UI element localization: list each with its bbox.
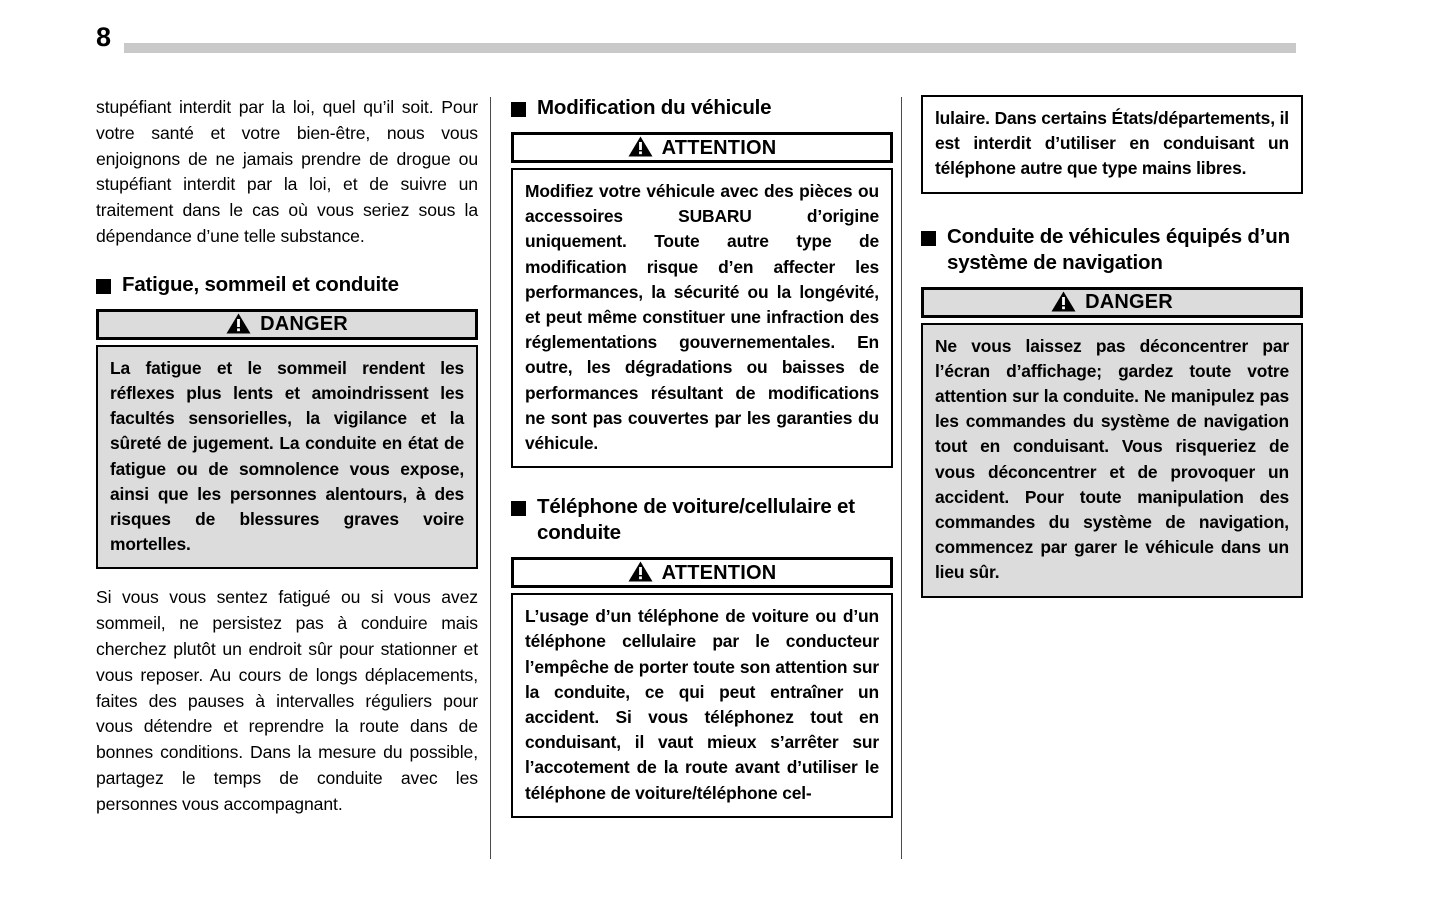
- page-header: [0, 0, 1445, 80]
- warning-text: lulaire. Dans certains États/départements, il est interdit d’utiliser en conduisant un téléphone autre que type mains libres.: [935, 108, 1289, 179]
- header-rule: [124, 43, 1296, 53]
- warning-label: ATTENTION: [661, 561, 777, 584]
- warning-header: [511, 557, 893, 588]
- warning-label: DANGER: [1085, 291, 1173, 314]
- warning-triangle-icon: [1051, 291, 1076, 312]
- filled-square-bullet-icon: [511, 501, 526, 516]
- warning-text: La fatigue et le sommeil rendent les réflexes plus lents et amoindrissent les facultés sensorielles, la vigilance et la sûreté de jugement. La conduite en état de fatigue ou de somnolence vous expose, ainsi que les personnes alentours, à des risques de blessures graves voire mortelles.: [110, 357, 464, 555]
- text-column-1: [96, 95, 478, 826]
- warning-header: [921, 287, 1303, 318]
- text-column-2: [511, 95, 893, 824]
- column-divider-2: [901, 97, 902, 859]
- warning-body: [511, 168, 893, 468]
- section-heading-label: Téléphone de voiture/cellulaire et conduite: [537, 495, 855, 545]
- section-heading-telephone: [511, 494, 893, 546]
- filled-square-bullet-icon: [921, 231, 936, 246]
- page-number: 8: [96, 22, 111, 52]
- paragraph: stupéfiant interdit par la loi, quel qu’il soit. Pour votre santé et votre bien-être, nous vous enjoignons de ne jamais prendre de drogue ou stupéfiant interdit par la loi, et de suivre un traitement dans le cas où vous seriez sous la dépendance d’une telle substance.: [96, 97, 478, 246]
- warning-header: [96, 309, 478, 340]
- warning-triangle-icon: [628, 561, 653, 582]
- column-divider-1: [490, 97, 491, 859]
- warning-body: [96, 345, 478, 570]
- warning-label: DANGER: [260, 313, 348, 336]
- section-heading-label: Fatigue, sommeil et conduite: [122, 272, 399, 296]
- warning-text: Modifiez votre véhicule avec des pièces ou accessoires SUBARU d’origine uniquement. Toute autre type de modification risque d’en affecter les performances, la sécurité ou la longévité, et peut même constituer une infraction des réglementations gouvernementales. En outre, les dégradations ou baisses de performances résultant de modifications ne sont pas couvertes par les garanties du véhicule.: [525, 181, 879, 454]
- warning-body: [921, 95, 1303, 194]
- warning-text: L’usage d’un téléphone de voiture ou d’un téléphone cellulaire par le conducteur l’empêche de porter toute son attention sur la conduite, ce qui peut entraîner un accident. Si vous téléphonez tout en conduisant, il vaut mieux s’arrêter sur l’accotement de la route avant d’utiliser le téléphone de voiture/téléphone cel-: [525, 606, 879, 803]
- warning-text: Ne vous laissez pas déconcentrer par l’écran d’affichage; gardez toute votre attention sur la conduite. Ne manipulez pas les commandes du système de navigation tout en conduisant. Vous risqueriez de vous déconcentrer et de provoquer un accident. Pour toute manipulation des commandes du système de navigation, commencez par garer le véhicule dans un lieu sûr.: [935, 335, 1289, 583]
- section-heading-fatigue: [96, 272, 478, 298]
- warning-body: [511, 593, 893, 818]
- text-column-3: [921, 95, 1303, 604]
- warning-box-attention-telephone-continued: [921, 95, 1303, 194]
- warning-box-attention-modification: [511, 132, 893, 468]
- page-body: [0, 95, 1445, 865]
- section-heading-modification: [511, 95, 893, 121]
- warning-triangle-icon: [226, 313, 251, 334]
- warning-box-danger-fatigue: [96, 309, 478, 570]
- paragraph: Si vous vous sentez fatigué ou si vous avez sommeil, ne persistez pas à conduire mais cherchez plutôt un endroit sûr pour stationner et vous reposer. Au cours de longs déplacements, faites des pauses à intervalles réguliers pour vous détendre et reprendre la route dans de bonnes conditions. Dans la mesure du possible, partagez le temps de conduite avec les personnes vous accompagnant.: [96, 587, 478, 814]
- warning-label: ATTENTION: [661, 136, 777, 159]
- warning-box-danger-navigation: [921, 287, 1303, 598]
- warning-body: [921, 323, 1303, 598]
- filled-square-bullet-icon: [511, 102, 526, 117]
- section-heading-label: Conduite de véhicules équipés d’un système de navigation: [947, 224, 1290, 274]
- warning-header: [511, 132, 893, 163]
- warning-triangle-icon: [628, 136, 653, 157]
- warning-box-attention-telephone: [511, 557, 893, 818]
- filled-square-bullet-icon: [96, 279, 111, 294]
- section-heading-navigation: [921, 224, 1303, 276]
- section-heading-label: Modification du véhicule: [537, 96, 772, 119]
